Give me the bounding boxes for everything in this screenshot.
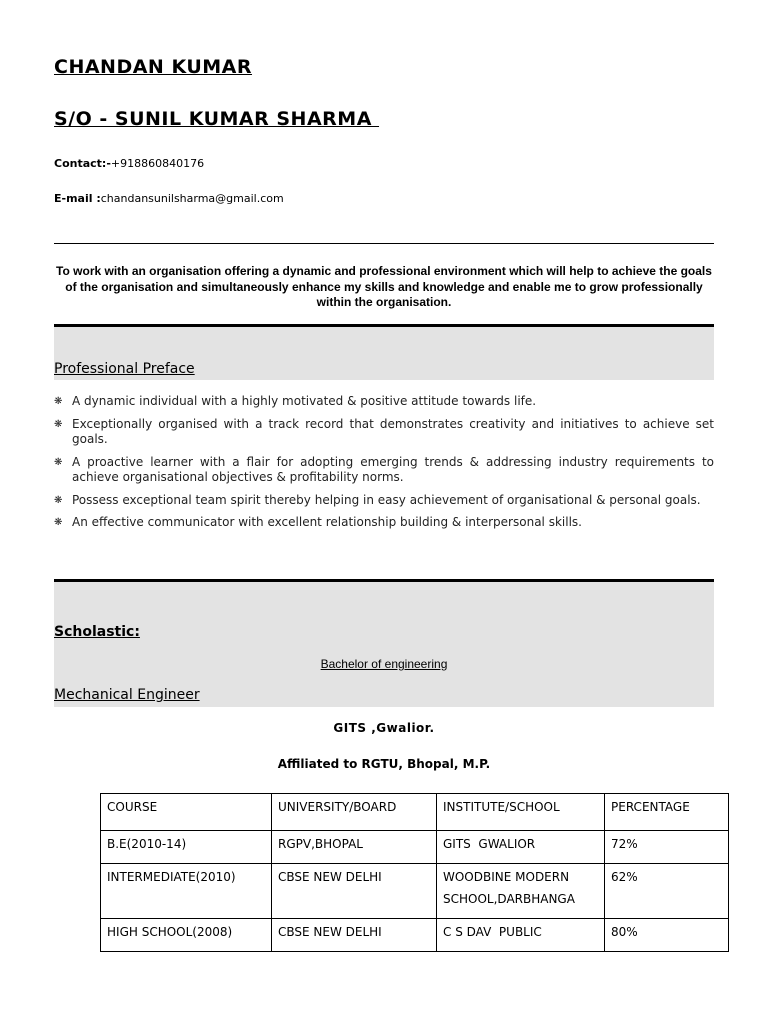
candidate-name: CHANDAN KUMAR (54, 56, 253, 78)
snowflake-bullet-icon: ❋ (54, 456, 63, 468)
table-row (101, 831, 729, 864)
preface-list (54, 394, 714, 538)
list-item: ❋ Exceptionally organised with a track record that demonstrates creativity and initiatives to achieve set goals. (54, 416, 714, 446)
table-cell: GITS GWALIOR (437, 831, 605, 864)
table-cell: HIGH SCHOOL(2008) (101, 919, 272, 952)
degree-title: Bachelor of engineering (320, 657, 448, 671)
table-cell: C S DAV PUBLIC (437, 919, 605, 952)
contact-line (54, 157, 204, 170)
list-item: ❋ A proactive learner with a flair for adopting emerging trends & addressing industry requirements to achieve organisational objectives & profitability norms. (54, 454, 714, 484)
table-cell: CBSE NEW DELHI (272, 864, 437, 919)
email-line (54, 192, 284, 205)
section-title-scholastic: Scholastic: (54, 624, 140, 640)
header-cell: COURSE (101, 794, 272, 831)
table-row (101, 864, 729, 919)
career-objective: To work with an organisation offering a dynamic and professional environment which will help to achieve the goals of the organisation and simultaneously enhance my skills and knowledge and enable me to grow professionally within the organisation. (56, 264, 712, 309)
table-cell: 62% (605, 864, 729, 919)
table-cell: INTERMEDIATE(2010) (101, 864, 272, 919)
snowflake-bullet-icon: ❋ (54, 494, 63, 506)
table-cell: CBSE NEW DELHI (272, 919, 437, 952)
father-name: S/O - SUNIL KUMAR SHARMA (54, 108, 380, 130)
branch-title: Mechanical Engineer (54, 687, 200, 703)
education-table (100, 793, 729, 952)
snowflake-bullet-icon: ❋ (54, 517, 63, 528)
table-cell: WOODBINE MODERN SCHOOL,DARBHANGA (437, 864, 605, 919)
email-address: chandansunilsharma@gmail.com (100, 192, 284, 205)
header-cell: PERCENTAGE (605, 794, 729, 831)
contact-label: Contact:- (54, 157, 111, 170)
affiliation: Affiliated to RGTU, Bhopal, M.P. (277, 757, 491, 771)
list-item: ❋ Possess exceptional team spirit thereby helping in easy achievement of organisational & personal goals. (54, 492, 701, 507)
section-title-preface: Professional Preface (54, 361, 195, 377)
contact-phone: +918860840176 (110, 157, 205, 170)
header-cell: INSTITUTE/SCHOOL (437, 794, 605, 831)
table-cell: RGPV,BHOPAL (272, 831, 437, 864)
table-header-row (101, 794, 729, 831)
snowflake-bullet-icon: ❋ (54, 418, 63, 430)
table-cell: 72% (605, 831, 729, 864)
header-cell: UNIVERSITY/BOARD (272, 794, 437, 831)
email-label: E-mail : (54, 192, 101, 205)
divider (54, 243, 714, 244)
college-name: GITS ,Gwalior. (333, 721, 435, 735)
table-cell: B.E(2010-14) (101, 831, 272, 864)
table-cell: 80% (605, 919, 729, 952)
list-item: ❋ An effective communicator with excellent relationship building & interpersonal skills. (54, 515, 582, 529)
list-item: ❋ A dynamic individual with a highly motivated & positive attitude towards life. (54, 394, 537, 408)
snowflake-bullet-icon: ❋ (54, 396, 63, 407)
table-row (101, 919, 729, 952)
